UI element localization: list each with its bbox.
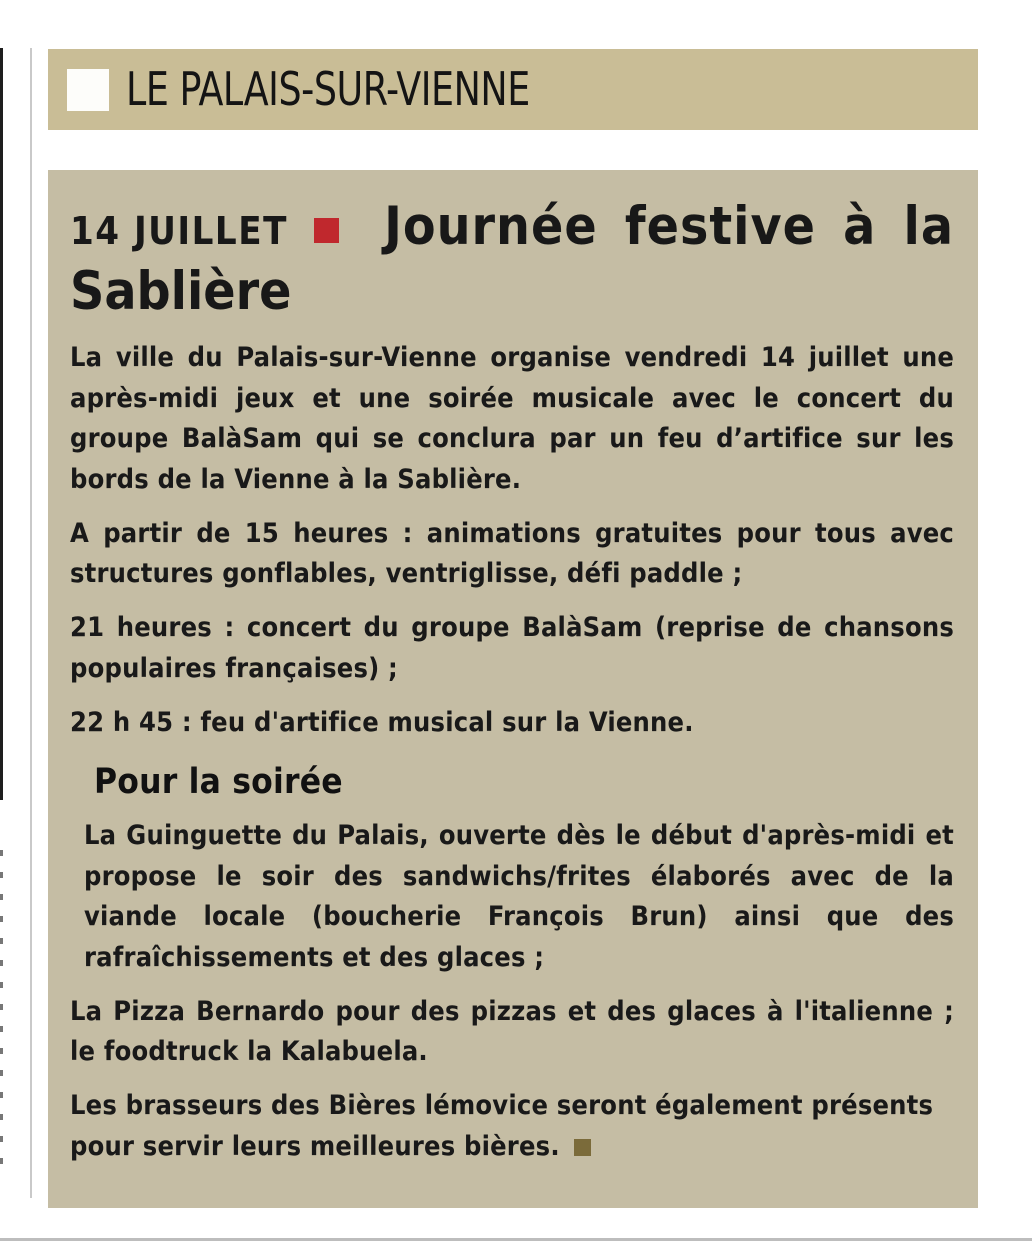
body-paragraph: La ville du Palais-sur-Vienne organise vendredi 14 juillet une après-midi jeux et une soirée musicale avec le concert du groupe BalàSam qui se conclura par un feu d’artifice sur les bords de la Vienne à la Sablière. xyxy=(70,342,954,495)
section-header xyxy=(48,49,978,130)
article-date: 14 JUILLET xyxy=(70,209,288,253)
final-paragraph-text: Les brasseurs des Bières lémovice seront également présents pour servir leurs meilleures bières. xyxy=(70,1090,934,1162)
header-square-icon xyxy=(67,69,109,111)
column-separator xyxy=(30,48,32,1198)
section-title: LE PALAIS-SUR-VIENNE xyxy=(126,62,530,116)
column-rule-dark xyxy=(0,48,3,800)
headline-word: la xyxy=(903,196,954,257)
body-paragraph: La Guinguette du Palais, ouverte dès le début d'après-midi et propose le soir des sandwichs/frites élaborés avec de la viande locale (boucherie François Brun) ainsi que des rafraîchissements et des glaces ; xyxy=(84,820,954,973)
red-square-icon xyxy=(314,218,339,243)
end-marker-icon xyxy=(574,1139,591,1156)
headline-line-2: Sablière xyxy=(70,261,292,322)
body-paragraph: La Pizza Bernardo pour des pizzas et des glaces à l'italienne ; le foodtruck la Kalabuela. xyxy=(70,995,954,1067)
subheading: Pour la soirée xyxy=(94,762,343,802)
headline-word: festive xyxy=(624,196,816,257)
column-rule-dotted xyxy=(0,850,3,1170)
body-paragraph: 22 h 45 : feu d'artifice musical sur la Vienne. xyxy=(70,706,694,738)
article xyxy=(48,170,978,1208)
body-paragraph: A partir de 15 heures : animations gratuites pour tous avec structures gonflables, ventriglisse, défi paddle ; xyxy=(70,517,954,589)
headline-word: Journée xyxy=(384,196,598,257)
headline-line-1 xyxy=(70,196,954,260)
article-headline xyxy=(70,196,954,324)
body-paragraph-final xyxy=(70,1086,954,1167)
article-body xyxy=(70,338,954,1181)
headline-word: à xyxy=(843,196,877,257)
body-paragraph: 21 heures : concert du groupe BalàSam (reprise de chansons populaires françaises) ; xyxy=(70,612,954,684)
headline-date-group xyxy=(70,209,357,253)
bottom-rule xyxy=(0,1238,1032,1241)
